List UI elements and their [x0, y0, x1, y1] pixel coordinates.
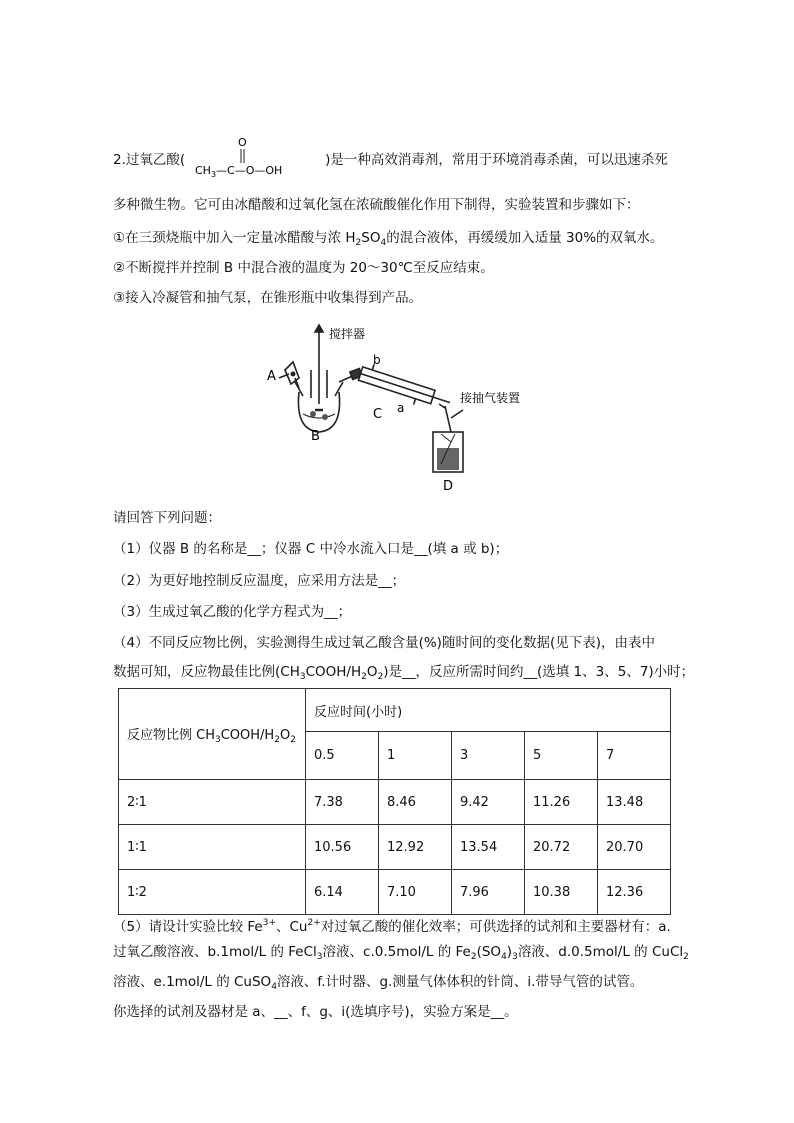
- question-3: （3）生成过氧乙酸的化学方程式为__；: [113, 604, 352, 620]
- formula-oxygen: O: [238, 136, 247, 149]
- value-cell: 11.26: [525, 780, 598, 825]
- value-cell: 13.54: [452, 825, 525, 870]
- apparatus-diagram: [255, 322, 545, 497]
- value-cell: 10.56: [306, 825, 379, 870]
- label-C: C: [373, 407, 383, 422]
- intro-line-1: 2.过氧乙酸( )是一种高效消毒剂，常用于环境消毒杀菌，可以迅速杀死: [113, 152, 668, 168]
- label-stirrer: 搅拌器: [329, 327, 366, 341]
- question-5-line-3: 溶液、e.1mol/L 的 CuSO$_4$溶液、f.计时器、g.测量气体体积的针筒、i.带导气管的试管。: [113, 974, 644, 992]
- time-cell: 3: [452, 732, 525, 780]
- step-1: ①在三颈烧瓶中加入一定量冰醋酸与浓 $H_2SO_4$的混合液体，再缓缓加入适量 30%的双氧水。: [113, 230, 664, 248]
- question-5-line-2: 过氧乙酸溶液、b.1mol/L 的 FeCl$_3$溶液、c.0.5mol/L 的 $Fe_2(SO_4)_3$溶液、d.0.5mol/L 的 CuCl$_2$: [113, 944, 689, 962]
- time-cell: 7: [598, 732, 671, 780]
- value-cell: 8.46: [379, 780, 452, 825]
- question-1: （1）仪器 B 的名称是__；仪器 C 中冷水流入口是__(填 a 或 b)；: [113, 541, 509, 557]
- question-4-line-1: （4）不同反应物比例，实验测得生成过氧乙酸含量(%)随时间的变化数据(见下表)，由表中: [113, 635, 655, 651]
- table-row: [119, 825, 671, 870]
- label-D: D: [443, 479, 454, 494]
- step-3: ③接入冷凝管和抽气泵，在锥形瓶中收集得到产品。: [113, 290, 423, 306]
- intro-line-2: 多种微生物。它可由冰醋酸和过氧化氢在浓硫酸催化作用下制得，实验装置和步骤如下：: [113, 197, 640, 213]
- time-header: 反应时间(小时): [306, 689, 671, 732]
- value-cell: 20.70: [598, 825, 671, 870]
- ratio-cell: 1∶1: [119, 825, 306, 870]
- table-header-row: [119, 689, 671, 732]
- label-A: A: [267, 369, 276, 384]
- peracetic-acid-structure: [181, 134, 321, 180]
- value-cell: 7.38: [306, 780, 379, 825]
- ratio-cell: 1∶2: [119, 870, 306, 915]
- ratio-header: 反应物比例 $CH_3COOH/H_2O_2$: [119, 689, 306, 780]
- value-cell: 7.96: [452, 870, 525, 915]
- question-5-line-1: （5）请设计实验比较 $Fe^{3+}$、$Cu^{2+}$对过氧乙酸的催化效率；可供选择的试剂和主要器材有：a.: [113, 918, 671, 935]
- question-4-line-2: 数据可知，反应物最佳比例$(CH_3COOH/H_2O_2)$是__，反应所需时间约__(选填 1、3、5、7)小时；: [113, 664, 695, 682]
- step-2: ②不断搅拌并控制 B 中混合液的温度为 20～30℃至反应结束。: [113, 260, 494, 276]
- prompt: 请回答下列问题：: [113, 510, 221, 526]
- value-cell: 10.38: [525, 870, 598, 915]
- value-cell: 12.92: [379, 825, 452, 870]
- value-cell: 12.36: [598, 870, 671, 915]
- time-cell: 1: [379, 732, 452, 780]
- ratio-cell: 2∶1: [119, 780, 306, 825]
- time-cell: 5: [525, 732, 598, 780]
- value-cell: 20.72: [525, 825, 598, 870]
- question-2: （2）为更好地控制反应温度，应采用方法是__；: [113, 573, 406, 589]
- formula-ch3: $CH_3—C—O—OH$: [195, 164, 283, 179]
- value-cell: 9.42: [452, 780, 525, 825]
- data-table: [118, 688, 671, 915]
- table-row: [119, 870, 671, 915]
- label-a: a: [397, 401, 405, 415]
- time-cell: 0.5: [306, 732, 379, 780]
- value-cell: 7.10: [379, 870, 452, 915]
- question-5-line-4: 你选择的试剂及器材是 a、__、f、g、i(选填序号)，实验方案是__。: [113, 1004, 518, 1020]
- label-b: b: [373, 353, 381, 367]
- table-row: [119, 780, 671, 825]
- value-cell: 6.14: [306, 870, 379, 915]
- value-cell: 13.48: [598, 780, 671, 825]
- label-pump: 接抽气装置: [460, 391, 521, 405]
- label-B: B: [311, 429, 320, 444]
